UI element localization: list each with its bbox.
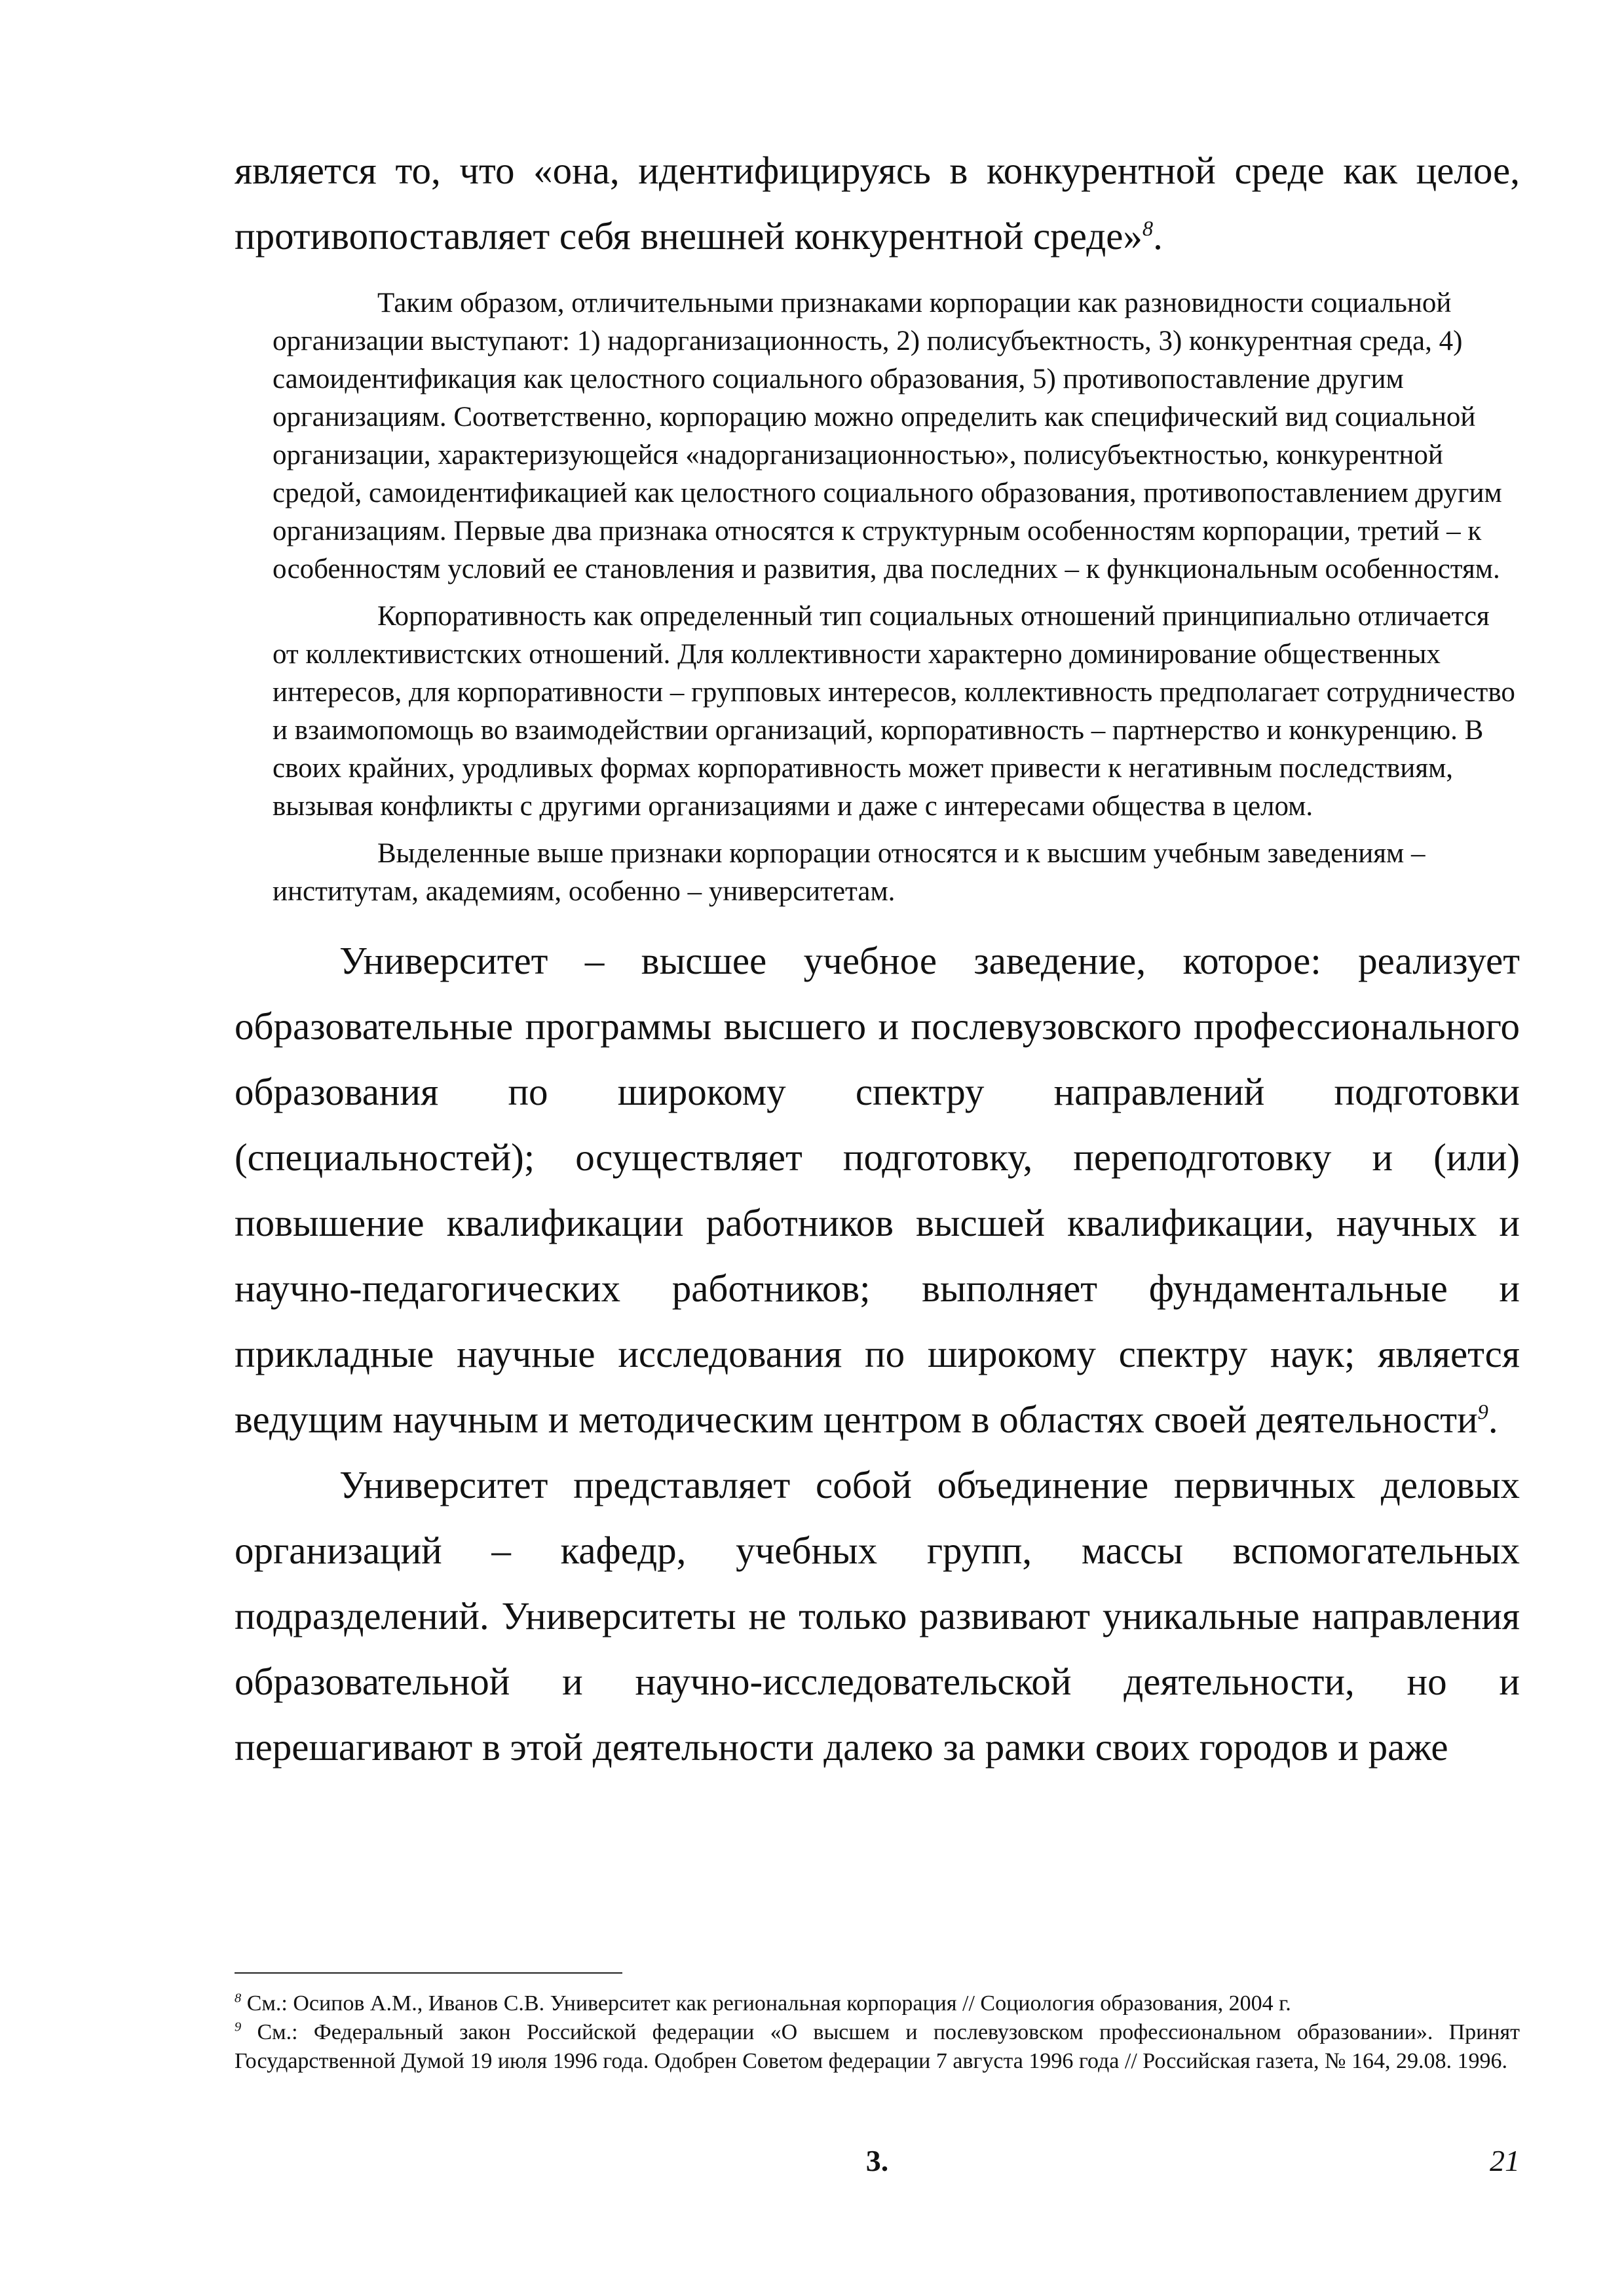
paragraph-continuation — [235, 138, 1520, 269]
paragraph-tail: . — [1488, 1398, 1498, 1441]
footnote-8 — [235, 1989, 1520, 2018]
footnote-ref-9: 9 — [1477, 1400, 1488, 1425]
paragraph-text: является то, что «она, идентифицируясь в конкурентной среде как целое, противопоставляет себя внешней конкурентной среде» — [235, 149, 1520, 258]
quoted-paragraph-corporativity: Корпоративность как определенный тип социальных отношений принципиально отличается от коллективистских отношений. Для коллективности характерно доминирование общественных интересов, для корпоративности – групповых интересов, коллективность предполагает сотрудничество и взаимопомощь во взаимодействии организаций, корпоративность – партнерство и конкуренцию. В своих крайних, уродливых формах корпоративность может привести к негативным последствиям, вызывая конфликты с другими организациями и даже с интересами общества в целом. — [273, 601, 1515, 822]
footnote-text: См.: Федеральный закон Российской федерации «О высшем и послевузовском профессиональном образовании». Принят Государственной Думой 19 июля 1996 года. Одобрен Советом федерации 7 августа 1996 года // Российская газета, № 164, 29.08. 1996. — [235, 2020, 1520, 2073]
footnotes-section — [235, 1972, 1520, 2076]
spacer — [235, 911, 1520, 928]
footnote-9 — [235, 2018, 1520, 2076]
footnote-number: 8 — [235, 1991, 242, 2006]
section-mark: 3. — [865, 2144, 889, 2177]
footnote-text: См.: Осипов А.М., Иванов С.В. Университет как региональная корпорация // Социология образования, 2004 г. — [246, 1991, 1291, 2016]
footnote-ref-8: 8 — [1142, 217, 1154, 241]
spacer — [235, 269, 1520, 284]
paragraph-tail: . — [1153, 214, 1163, 258]
paragraph-university-structure: Университет представляет собой объединение первичных деловых организаций – кафедр, учебных групп, массы вспомогательных подразделений. Университеты не только развивают уникальные направления образовательной и научно-исследовательской деятельности, но и перешагивают в этой деятельности далеко за рамки своих городов и раже — [235, 1463, 1520, 1769]
paragraph-university-definition — [235, 928, 1520, 1452]
page-number: 21 — [1490, 2144, 1520, 2177]
page-body — [235, 138, 1520, 1780]
footnote-divider — [235, 1972, 622, 1974]
quoted-paragraph-corporation-features: Таким образом, отличительными признаками корпорации как разновидности социальной организации выступают: 1) надорганизационность, 2) полисубъектность, 3) конкурентная среда, 4) самоидентификация как целостного социального образования, 5) противопоставление другим организациям. Соответственно, корпорацию можно определить как специфический вид социальной организации, характеризующейся «надорганизационностью», полисубъектностью, конкурентной средой, самоидентификацией как целостного социального образования, противопоставлением другим организациям. Первые два признака относятся к структурным особенностям корпорации, третий – к особенностям условий ее становления и развития, два последних – к функциональным особенностям. — [273, 288, 1502, 584]
page-footer — [235, 2141, 1520, 2181]
footnote-number: 9 — [235, 2019, 242, 2035]
quoted-paragraph-higher-education: Выделенные выше признаки корпорации относятся и к высшим учебным заведениям – институтам, академиям, особенно – университетам. — [273, 838, 1426, 907]
paragraph-text: Университет – высшее учебное заведение, которое: реализует образовательные программы высшего и послевузовского профессионального образования по широкому спектру направлений подготовки (специальностей); осуществляет подготовку, переподготовку и (или) повышение квалификации работников высшей квалификации, научных и научно-педагогических работников; выполняет фундаментальные и прикладные научные исследования по широкому спектру наук; является ведущим научным и методическим центром в областях своей деятельности — [235, 939, 1520, 1441]
